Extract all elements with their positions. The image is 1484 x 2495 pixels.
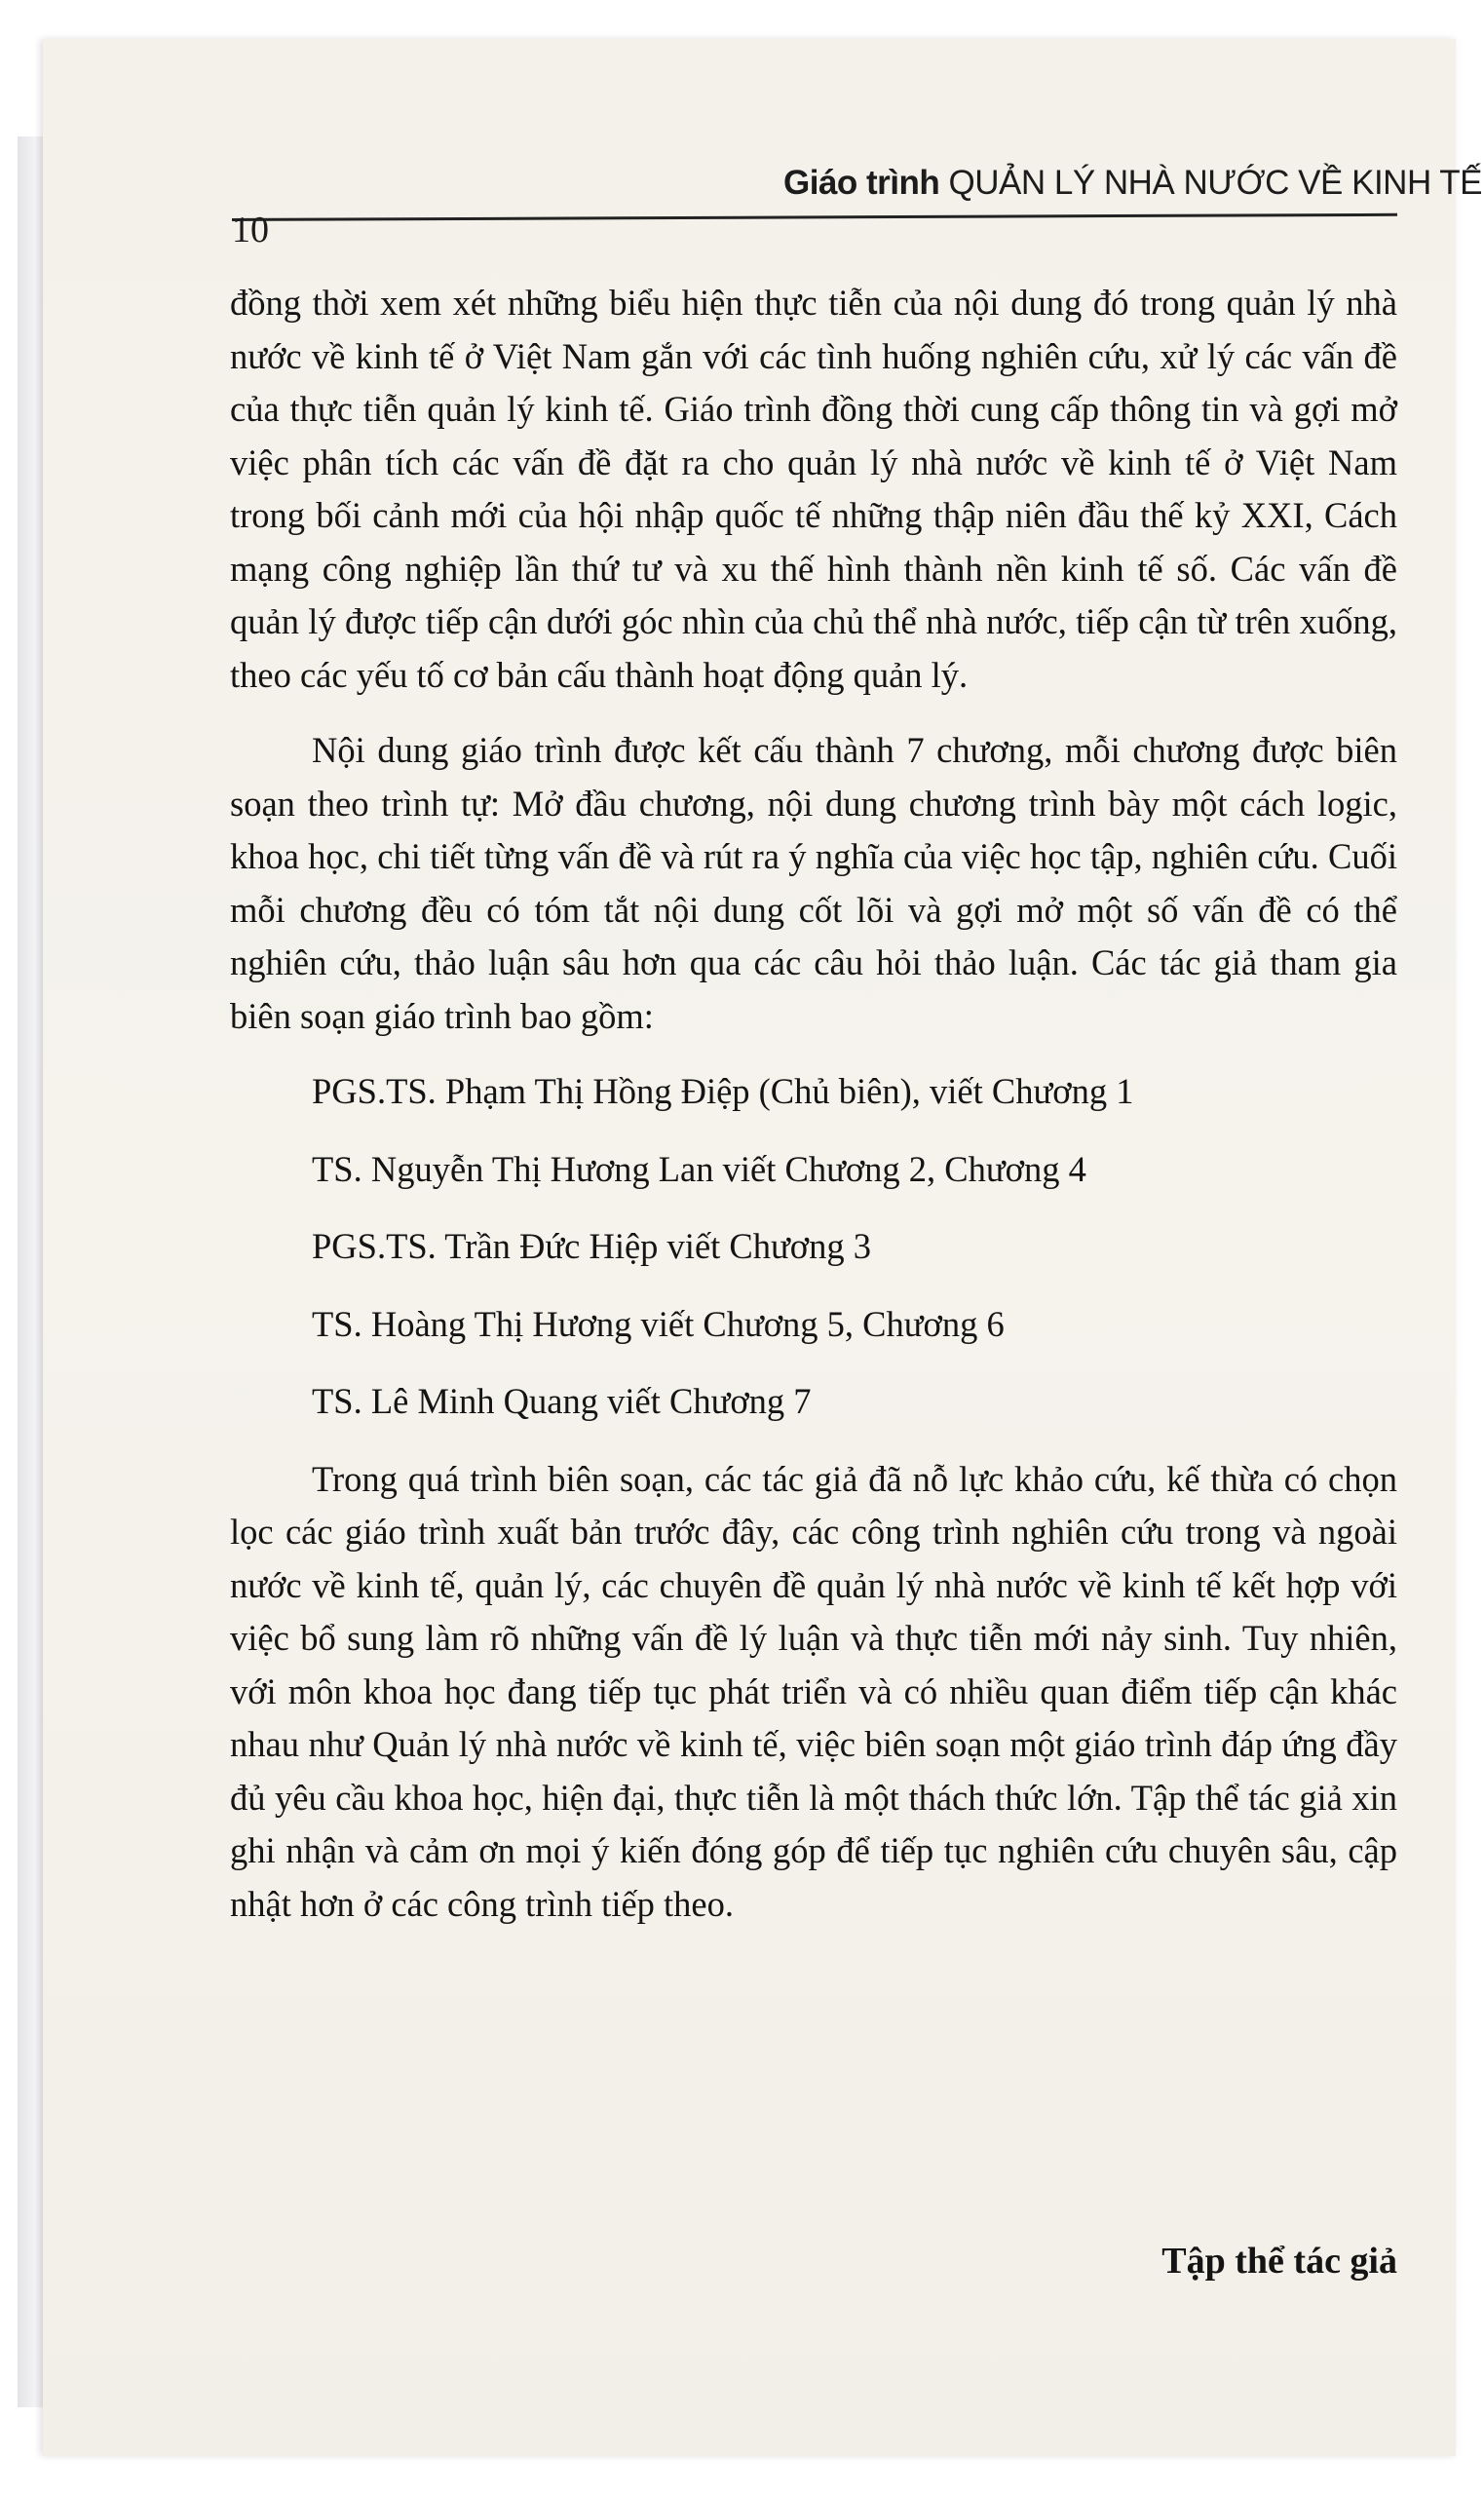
author-item: TS. Hoàng Thị Hương viết Chương 5, Chương 6: [312, 1303, 1005, 1344]
header-title-bold: Giáo trình: [783, 164, 940, 202]
paragraph-1: đồng thời xem xét những biểu hiện thực tiễn của nội dung đó trong quản lý nhà nước về kinh tế ở Việt Nam gắn với các tình huống nghiên cứu, xử lý các vấn đề của thực tiễn quản lý kinh tế. Giáo trình đồng thời cung cấp thông tin và gợi mở việc phân tích các vấn đề đặt ra cho quản lý nhà nước về kinh tế ở Việt Nam trong bối cảnh mới của hội nhập quốc tế những thập niên đầu thế kỷ XXI, Cách mạng công nghiệp lần thứ tư và xu thế hình thành nền kinh tế số. Các vấn đề quản lý được tiếp cận dưới góc nhìn của chủ thể nhà nước, tiếp cận từ trên xuống, theo các yếu tố cơ bản cấu thành hoạt động quản lý.: [230, 283, 1397, 695]
author-item: PGS.TS. Phạm Thị Hồng Điệp (Chủ biên), viết Chương 1: [312, 1071, 1134, 1111]
signature: Tập thể tác giả: [1161, 2241, 1397, 2282]
running-header: [783, 164, 1483, 203]
author-item: PGS.TS. Trần Đức Hiệp viết Chương 3: [312, 1226, 871, 1266]
paragraph-3: Trong quá trình biên soạn, các tác giả đã nỗ lực khảo cứu, kế thừa có chọn lọc các giáo trình xuất bản trước đây, các công trình nghiên cứu trong và ngoài nước về kinh tế, quản lý, các chuyên đề quản lý nhà nước về kinh tế kết hợp với việc bổ sung làm rõ những vấn đề lý luận và thực tiễn mới nảy sinh. Tuy nhiên, với môn khoa học đang tiếp tục phát triển và có nhiều quan điểm tiếp cận khác nhau như Quản lý nhà nước về kinh tế, việc biên soạn một giáo trình đáp ứng đầy đủ yêu cầu khoa học, hiện đại, thực tiễn là một thách thức lớn. Tập thể tác giả xin ghi nhận và cảm ơn mọi ý kiến đóng góp để tiếp tục nghiên cứu chuyên sâu, cập nhật hơn ở các công trình tiếp theo.: [230, 1458, 1397, 1924]
header-title-rest: QUẢN LÝ NHÀ NƯỚC VỀ KINH TẾ: [939, 164, 1483, 202]
page-number: 10: [232, 210, 269, 250]
author-list: [230, 1065, 1397, 1429]
author-item: TS. Nguyễn Thị Hương Lan viết Chương 2, Chương 4: [312, 1148, 1086, 1189]
author-item: TS. Lê Minh Quang viết Chương 7: [312, 1381, 812, 1421]
paragraph-2: Nội dung giáo trình được kết cấu thành 7 chương, mỗi chương được biên soạn theo trình tự: Mở đầu chương, nội dung chương trình bày một cách logic, khoa học, chi tiết từng vấn đề và rút ra ý nghĩa của việc học tập, nghiên cứu. Cuối mỗi chương đều có tóm tắt nội dung cốt lõi và gợi mở một số vấn đề có thể nghiên cứu, thảo luận sâu hơn qua các câu hỏi thảo luận. Các tác giả tham gia biên soạn giáo trình bao gồm:: [230, 730, 1397, 1036]
body-text: [230, 277, 1397, 1953]
